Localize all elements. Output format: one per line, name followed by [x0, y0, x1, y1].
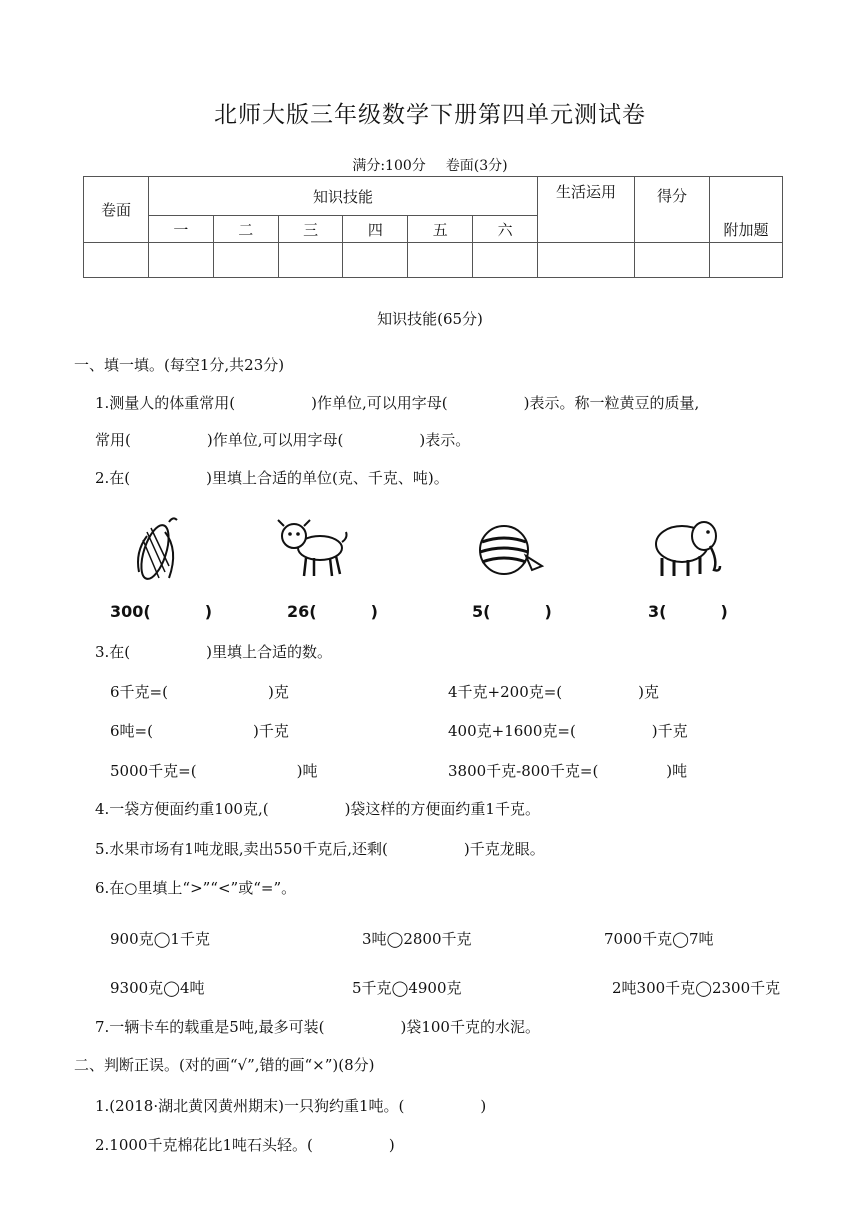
q1-text-f: )表示。 [419, 431, 471, 449]
header-shenghuo-label: 生活运用 [555, 183, 616, 201]
lamb-icon [272, 512, 362, 592]
conversion-text: 400克+1600克=( [448, 722, 576, 740]
q3-text-b: )里填上合适的数。 [206, 643, 333, 661]
judge-1-text: 1.(2018·湖北黄冈黄州期末)一只狗约重1吨。( [95, 1097, 405, 1115]
conversion-item [448, 720, 688, 741]
picture-caption [287, 602, 378, 621]
q4-text-a: 4.一袋方便面约重100克,( [95, 800, 269, 818]
q7-text-a: 7.一辆卡车的载重是5吨,最多可装( [95, 1018, 325, 1036]
header-fujia [710, 177, 783, 243]
page-title: 北师大版三年级数学下册第四单元测试卷 [214, 102, 646, 128]
col-1: 一 [149, 216, 214, 243]
conversion-item [110, 681, 289, 702]
compare-item[interactable]: 5千克◯4900克 [352, 979, 462, 997]
question-3 [95, 641, 332, 662]
score-cell[interactable] [473, 243, 538, 278]
score-cell[interactable] [213, 243, 278, 278]
q5-text-b: )千克龙眼。 [463, 840, 545, 858]
judge-question-2 [95, 1134, 395, 1155]
judge-question-1 [95, 1095, 486, 1116]
score-cell[interactable] [408, 243, 473, 278]
q1-text-d: 常用( [95, 431, 131, 449]
caption-prefix: 300( [110, 602, 151, 621]
q1-text-a: 1.测量人的体重常用( [95, 394, 236, 412]
picture-row [110, 512, 750, 632]
compare-item[interactable]: 7000千克◯7吨 [604, 930, 714, 948]
header-defen [635, 177, 710, 243]
conversion-item [110, 720, 289, 741]
caption-prefix: 3( [648, 602, 667, 621]
q5-text-a: 5.水果市场有1吨龙眼,卖出550千克后,还剩( [95, 840, 388, 858]
header-defen-label: 得分 [656, 187, 687, 205]
conversion-text: 5000千克=( [110, 762, 197, 780]
col-4: 四 [343, 216, 408, 243]
caption-suffix: ) [370, 602, 378, 621]
watermelon-icon [470, 512, 560, 592]
question-2 [95, 467, 449, 488]
col-5: 五 [408, 216, 473, 243]
question-7 [95, 1016, 540, 1037]
question-5 [95, 838, 545, 859]
q1-text-b: )作单位,可以用字母( [311, 394, 448, 412]
conversion-unit: )吨 [666, 762, 688, 780]
judge-1-close: ) [480, 1097, 487, 1115]
q2-text-b: )里填上合适的单位(克、千克、吨)。 [206, 469, 449, 487]
q1-text-e: )作单位,可以用字母( [206, 431, 344, 449]
score-row[interactable] [84, 243, 783, 278]
corn-icon [125, 512, 215, 592]
full-score: 满分:100分 [352, 158, 426, 174]
score-cell[interactable] [278, 243, 343, 278]
header-shenghuo [538, 177, 635, 243]
compare-item[interactable]: 9300克◯4吨 [110, 979, 205, 997]
question-1-line-2 [95, 429, 470, 450]
score-cell[interactable] [149, 243, 214, 278]
elephant-icon [648, 512, 738, 592]
conversion-text: 3800千克-800千克=( [448, 762, 599, 780]
score-cell[interactable] [538, 243, 635, 278]
conversion-text: 6千克=( [110, 683, 168, 701]
compare-item[interactable]: 2吨300千克◯2300千克 [612, 979, 781, 997]
conversion-item [110, 760, 317, 781]
conversion-item [448, 760, 687, 781]
subtitle [0, 155, 860, 175]
header-fujia-label: 附加题 [723, 221, 769, 239]
conversion-unit: )千克 [252, 722, 289, 740]
picture-caption [110, 602, 212, 621]
judge-2-close: ) [388, 1136, 395, 1154]
question-4 [95, 798, 540, 819]
col-2: 二 [213, 216, 278, 243]
score-cell[interactable] [635, 243, 710, 278]
q4-text-b: )袋这样的方便面约重1千克。 [344, 800, 540, 818]
compare-item[interactable]: 900克◯1千克 [110, 930, 210, 948]
score-cell[interactable] [710, 243, 783, 278]
q1-text-c: )表示。称一粒黄豆的质量, [523, 394, 700, 412]
caption-suffix: ) [544, 602, 552, 621]
judge-2-text: 2.1000千克棉花比1吨石头轻。( [95, 1136, 313, 1154]
picture-caption [472, 602, 552, 621]
part1-heading: 一、填一填。(每空1分,共23分) [74, 356, 285, 374]
header-juanmian: 卷面 [84, 177, 149, 243]
picture-caption [648, 602, 728, 621]
score-cell[interactable] [343, 243, 408, 278]
conversion-unit: )克 [267, 683, 289, 701]
conversion-unit: )千克 [651, 722, 688, 740]
caption-suffix: ) [720, 602, 728, 621]
q7-text-b: )袋100千克的水泥。 [400, 1018, 540, 1036]
col-6: 六 [473, 216, 538, 243]
conversion-unit: )克 [638, 683, 660, 701]
caption-prefix: 26( [287, 602, 317, 621]
part2-heading: 二、判断正误。(对的画“√”,错的画“×”)(8分) [74, 1056, 375, 1074]
q2-text-a: 2.在( [95, 469, 131, 487]
q3-text-a: 3.在( [95, 643, 131, 661]
neatness-score: 卷面(3分) [445, 158, 508, 174]
conversion-text: 4千克+200克=( [448, 683, 563, 701]
compare-item[interactable]: 3吨◯2800千克 [362, 930, 472, 948]
conversion-unit: )吨 [296, 762, 318, 780]
score-table [83, 176, 783, 278]
conversion-text: 6吨=( [110, 722, 153, 740]
question-6: 6.在○里填上“>”“<”或“=”。 [95, 879, 297, 897]
conversion-item [448, 681, 659, 702]
score-cell[interactable] [84, 243, 149, 278]
question-1-line-1 [95, 392, 699, 413]
caption-prefix: 5( [472, 602, 491, 621]
caption-suffix: ) [204, 602, 213, 621]
col-3: 三 [278, 216, 343, 243]
header-zhishi: 知识技能 [149, 177, 538, 216]
section-heading: 知识技能(65分) [377, 310, 483, 328]
